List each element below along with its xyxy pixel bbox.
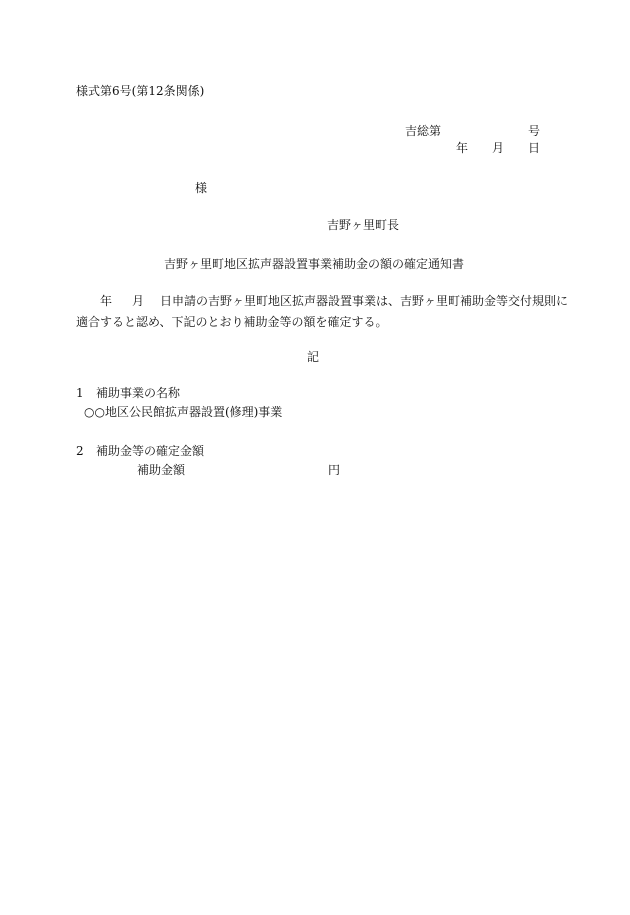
subsidy-amount-label: 補助金額 — [137, 463, 186, 477]
subsidy-amount-unit: 円 — [327, 463, 340, 477]
document-number-suffix: 号 — [527, 124, 540, 138]
subsidy-amount-row — [137, 463, 340, 477]
item-1-value: ○○地区公民館拡声器設置(修理)事業 — [84, 405, 283, 419]
item-2-title: 補助金等の確定金額 — [96, 444, 205, 458]
date-day-label: 日 — [527, 141, 540, 155]
item-1-title: 補助事業の名称 — [96, 386, 181, 400]
date-year-label: 年 — [456, 141, 469, 155]
form-number: 様式第6号(第12条関係) — [76, 84, 205, 98]
item-2-number: 2 — [76, 444, 84, 458]
body-month-label: 月 — [132, 294, 145, 308]
date-month-label: 月 — [491, 141, 504, 155]
issue-date — [456, 141, 540, 155]
item-1-number: 1 — [76, 386, 84, 400]
document-number — [405, 124, 540, 138]
document-title: 吉野ヶ里町地区拡声器設置事業補助金の額の確定通知書 — [164, 257, 465, 271]
body-line-2: 適合すると認め、下記のとおり補助金等の額を確定する。 — [76, 315, 388, 329]
body-year-label: 年 — [100, 294, 113, 308]
ki-heading: 記 — [307, 350, 320, 364]
item-1-heading — [76, 386, 180, 400]
body-line-1-text: 日申請の吉野ヶ里町地区拡声器設置事業は、吉野ヶ里町補助金等交付規則に — [160, 294, 569, 308]
addressee-honorific: 様 — [195, 181, 208, 195]
document-number-prefix: 吉総第 — [405, 124, 442, 138]
addressee — [195, 181, 207, 195]
body-paragraph — [76, 291, 569, 333]
issuer-name: 吉野ヶ里町長 — [327, 218, 400, 232]
item-2-heading — [76, 444, 204, 458]
body-line-1 — [76, 291, 569, 312]
